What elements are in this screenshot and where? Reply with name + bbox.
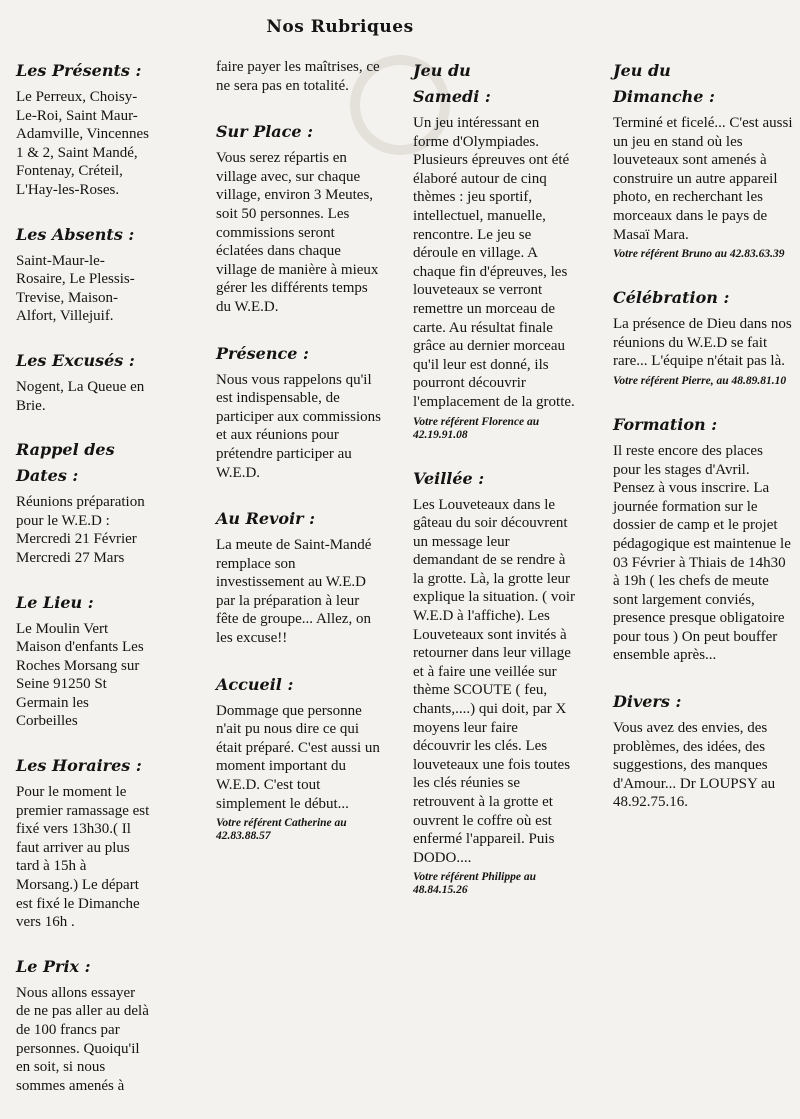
section-heading: Veillée : xyxy=(413,468,485,488)
column-2 xyxy=(216,58,381,867)
section-text: Un jeu intéressant en forme d'Olympiades. Plusieurs épreuves ont été élaboré autour de cinq thèmes : jeu sportif, intellectuel, manuelle, rencontre. Le jeu se déroule en village. A chaque fin d'épreuves, les louveteaux se verront remettre un morceau de carte. Au résultat finale grâce au dernier morceau qu'il leur est donné, ils pourront découvrir l'emplacement de la grotte. xyxy=(413,115,575,410)
section-heading: Les Excusés : xyxy=(16,350,135,370)
section-heading: Les Présents : xyxy=(16,61,142,80)
section-heading: Divers : xyxy=(613,692,682,712)
section-heading: Les Horaires : xyxy=(16,756,142,776)
column-3 xyxy=(413,58,578,921)
section-heading: Le Lieu : xyxy=(16,592,94,612)
referent-contact: Votre référent Bruno au 42.83.63.39 xyxy=(613,248,785,261)
referent-contact: Votre référent Pierre, au 48.89.81.10 xyxy=(613,374,787,387)
section-text: Pour le moment le premier ramassage est fixé vers 13h30.( Il faut arriver au plus tard à 15h à Morsang.) Le départ est fixé le Dimanche vers 16h . xyxy=(16,784,150,931)
section-text: Le Moulin Vert Maison d'enfants Les Roches Morsang sur Seine 91250 St Germain les Corbeilles xyxy=(16,620,144,730)
section-text: Il reste encore des places pour les stages d'Avril. Pensez à vous inscrire. La journée formation sur le dossier de camp et le projet pédagogique est maintenue le 03 Février à Thiais de 14h30 à 19h ( les chefs de meute sont largement conviés, presence presque obligatoire pour tous ) On peut bouffer ensemble après... xyxy=(613,442,791,664)
section-text: La présence de Dieu dans nos réunions du W.E.D se fait rare... L'équipe n'était pas là. xyxy=(613,316,792,370)
section-heading: Célébration : xyxy=(613,288,730,308)
referent-contact: Votre référent Philippe au 48.84.15.26 xyxy=(413,871,536,897)
section-text: Nogent, La Queue en Brie. xyxy=(16,378,145,414)
section-heading: Au Revoir : xyxy=(216,509,316,529)
section-text: Vous avez des envies, des problèmes, des idées, des suggestions, des manques d'Amour... Dr LOUPSY au 48.92.75.16. xyxy=(613,720,776,811)
page-title: Nos Rubriques xyxy=(266,17,414,37)
section-text: Les Louveteaux dans le gâteau du soir découvrent un message leur demandant de se rendre à la grotte. Là, la grotte leur explique la situation. ( voir W.E.D à l'affiche). Les Louveteaux sont invités à retourner dans leur village et à faire une veillée sur thème SCOUTE ( feu, chants,....) qui doit, par X moyens leur faire découvrir les clés. Les louveteaux une fois toutes les clés réunies se retrouvent à la grotte et ouvrent le coffre où est enfermé l'appareil. Puis DODO.... xyxy=(413,496,576,866)
column-1 xyxy=(16,58,206,1119)
section-text: Nous allons essayer de ne pas aller au delà de 100 francs par personnes. Quoiqu'il en soit, si nous sommes amenés à xyxy=(16,984,149,1094)
section-heading: Formation : xyxy=(613,414,718,434)
section-heading: Présence : xyxy=(216,343,309,363)
section-text: faire payer les maîtrises, ce ne sera pas en totalité. xyxy=(216,59,380,94)
section-text: Saint-Maur-le-Rosaire, Le Plessis-Trevise, Maison-Alfort, Villejuif. xyxy=(16,252,135,325)
section-text: Le Perreux, Choisy-Le-Roi, Saint Maur-Adamville, Vincennes 1 & 2, Saint Mandé, Fontenay, Créteil, L'Hay-les-Roses. xyxy=(16,89,149,198)
section-text: Réunions préparation pour le W.E.D : Mercredi 21 Février Mercredi 27 Mars xyxy=(16,494,145,566)
referent-contact: Votre référent Florence au 42.19.91.08 xyxy=(413,415,540,441)
section-heading: Accueil : xyxy=(216,674,294,694)
section-heading: Rappel des Dates : xyxy=(16,440,115,486)
section-text: La meute de Saint-Mandé remplace son investissement au W.E.D par la préparation à leur fête de groupe... Allez, on les excuse!! xyxy=(216,537,372,647)
section-heading: Le Prix : xyxy=(16,956,91,976)
section-text: Terminé et ficelé... C'est aussi un jeu en stand où les louveteaux sont amenés à construire un autre appareil photo, en recherchant les morceaux dans le pays de Masaï Mara. xyxy=(613,115,793,243)
section-heading: Jeu du Samedi : xyxy=(413,61,491,106)
column-4 xyxy=(613,58,793,836)
section-text: Nous vous rappelons qu'il est indispensable, de participer aux commissions et aux réunions pour prétendre participer au W.E.D. xyxy=(216,371,381,481)
section-text: Dommage que personne n'ait pu nous dire ce qui était préparé. C'est aussi un moment important du W.E.D. C'est tout simplement le début... xyxy=(216,702,380,812)
section-text: Vous serez répartis en village avec, sur chaque village, environ 3 Meutes, soit 50 personnes. Les commissions seront éclatées dans chaque village de manière à mieux gérer les différents temps du W.E.D. xyxy=(216,150,379,315)
section-heading: Les Absents : xyxy=(16,224,135,244)
section-heading: Jeu du Dimanche : xyxy=(613,61,715,106)
referent-contact: Votre référent Catherine au 42.83.88.57 xyxy=(216,817,347,843)
section-heading: Sur Place : xyxy=(216,122,314,142)
